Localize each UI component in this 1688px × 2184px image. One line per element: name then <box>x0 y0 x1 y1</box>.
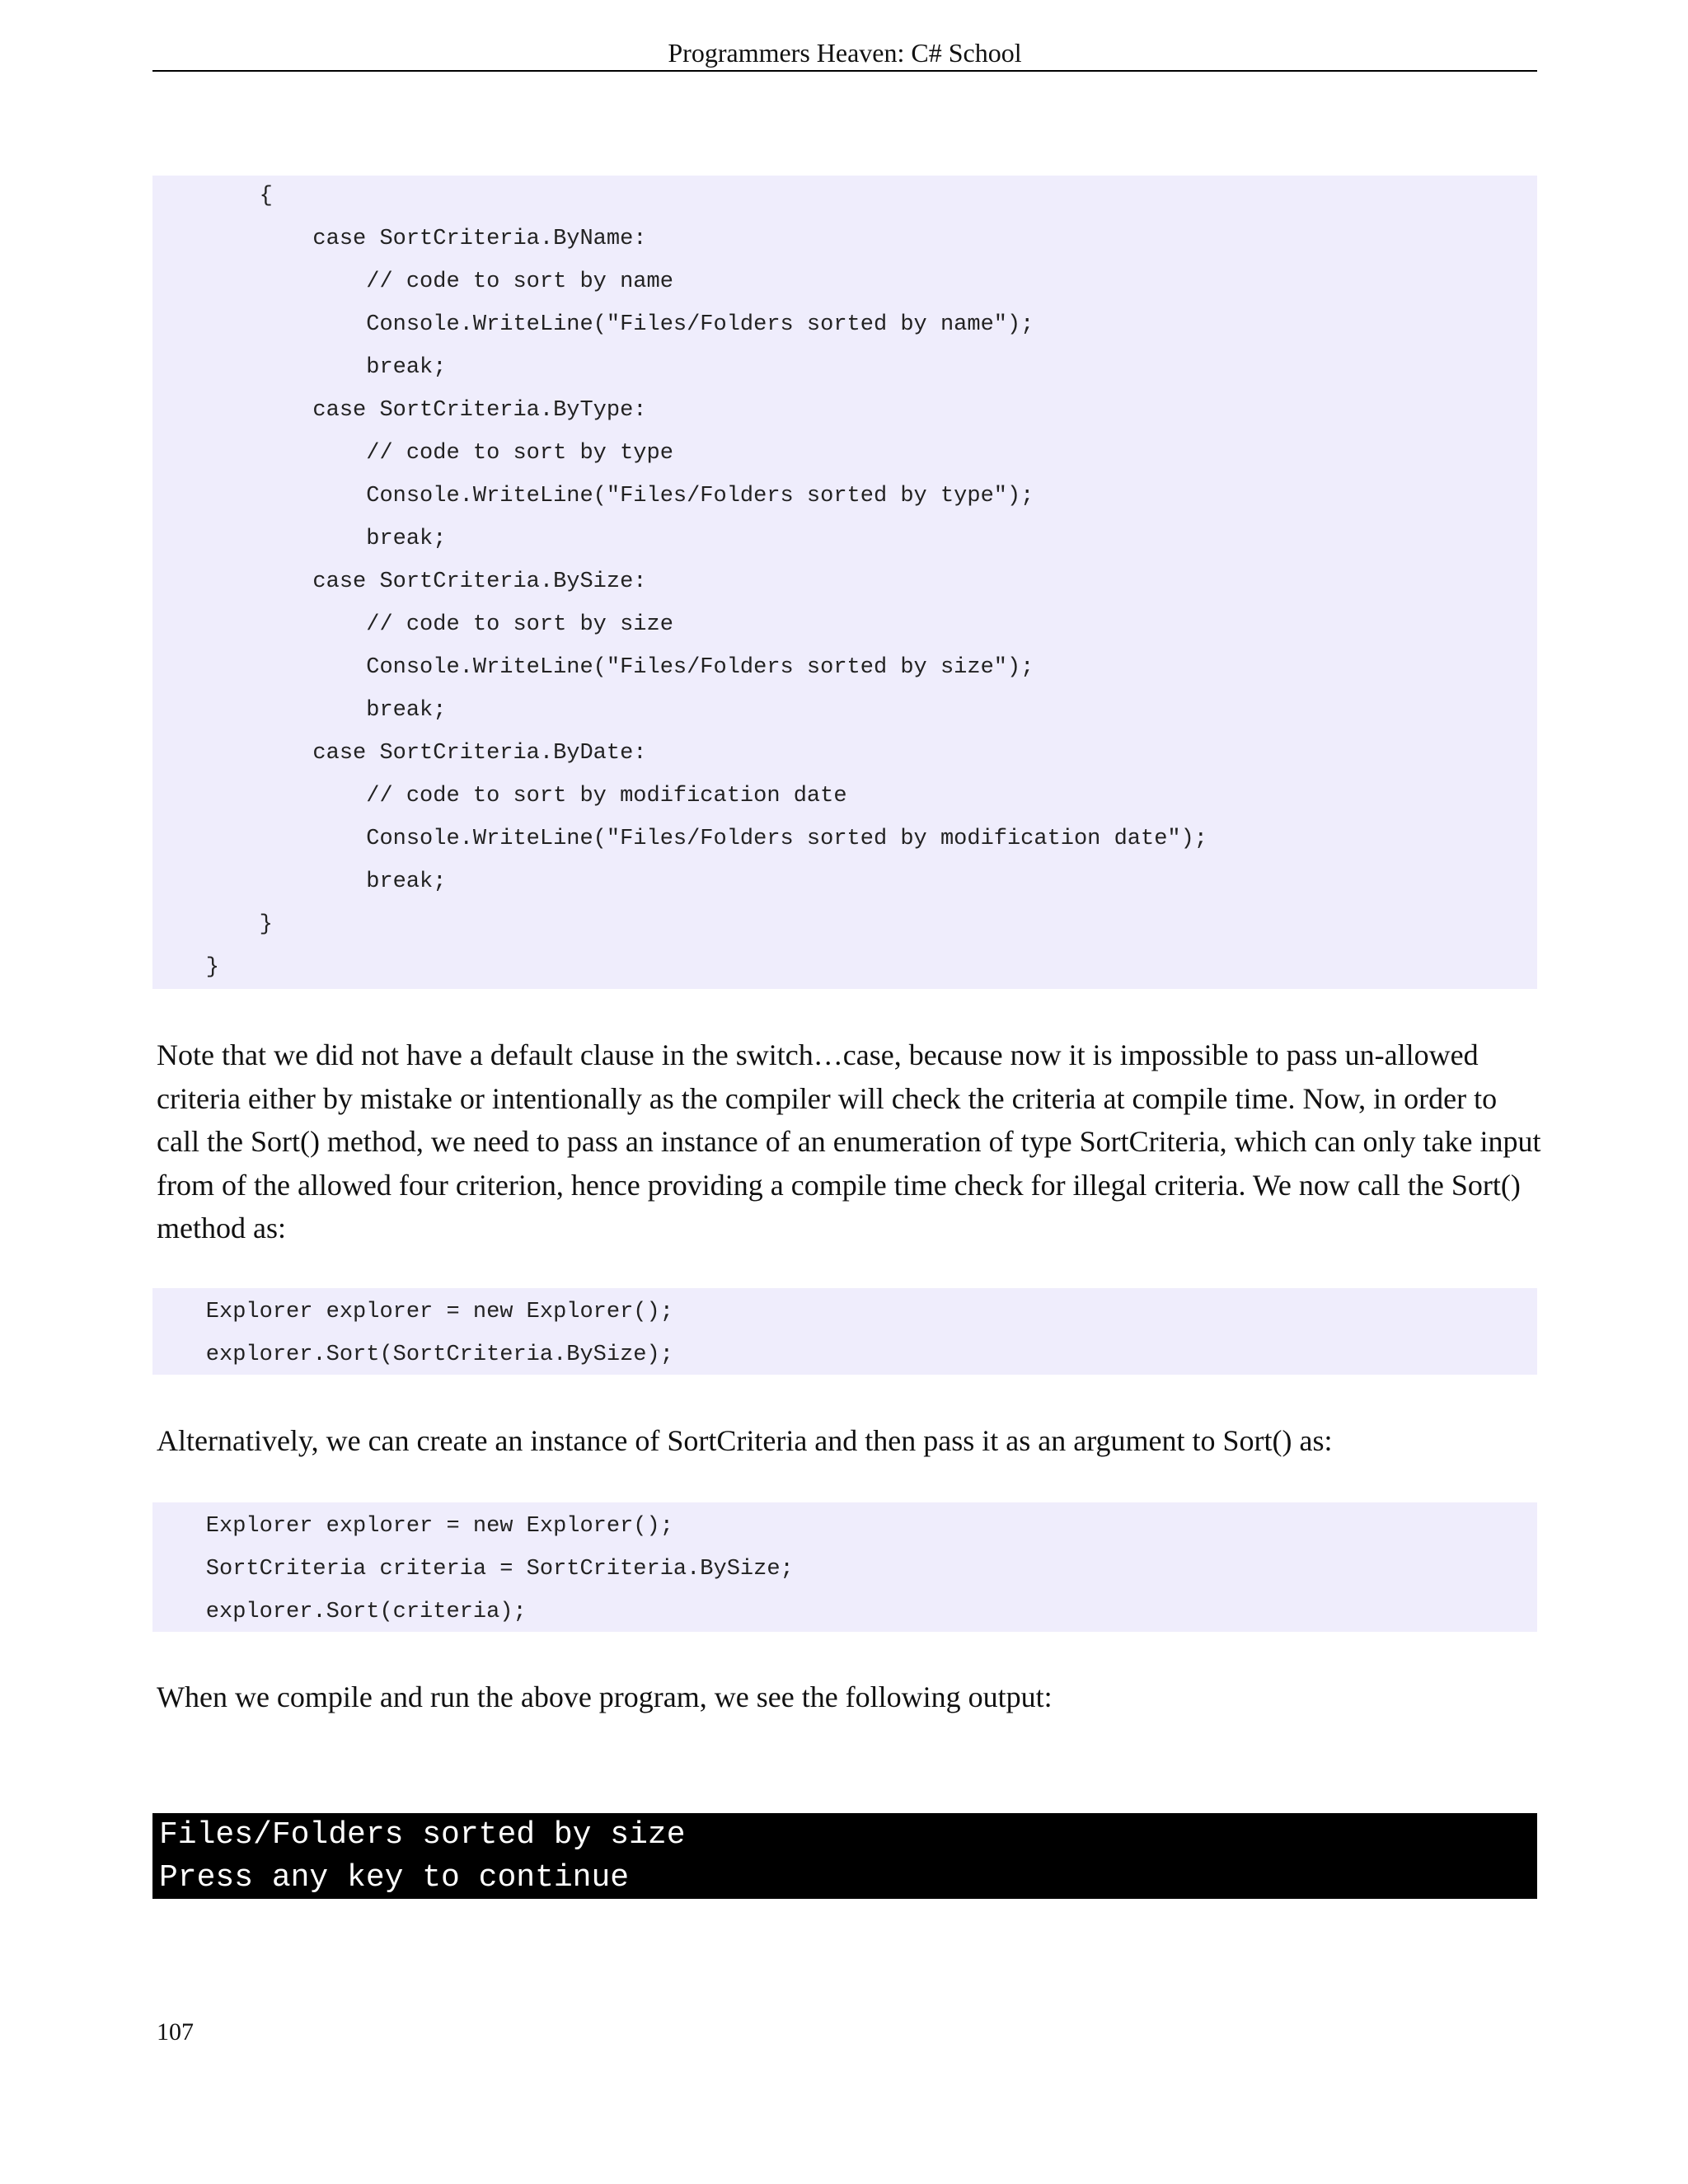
code-line: case SortCriteria.BySize: <box>152 569 647 594</box>
console-line: Files/Folders sorted by size <box>159 1817 686 1853</box>
code-line: // code to sort by size <box>152 612 673 637</box>
code-line: Explorer explorer = new Explorer(); <box>152 1514 673 1539</box>
code-block-criteria-instance <box>152 1502 1537 1632</box>
code-block-switch <box>152 176 1537 989</box>
code-line: Console.WriteLine("Files/Folders sorted by name"); <box>152 312 1034 337</box>
console-line: Press any key to continue <box>159 1860 630 1896</box>
code-line: } <box>152 912 273 937</box>
code-line: break; <box>152 527 447 551</box>
code-line: // code to sort by type <box>152 441 673 466</box>
console-output <box>152 1813 1537 1899</box>
code-line: case SortCriteria.ByType: <box>152 398 647 423</box>
code-line: case SortCriteria.ByName: <box>152 227 647 251</box>
paragraph-alternative: Alternatively, we can create an instance of SortCriteria and then pass it as an argument to Sort() as: <box>157 1424 1333 1457</box>
header-divider <box>152 70 1537 72</box>
code-line: break; <box>152 869 447 894</box>
code-line: break; <box>152 698 447 723</box>
code-line: explorer.Sort(SortCriteria.BySize); <box>152 1343 673 1367</box>
code-line: Explorer explorer = new Explorer(); <box>152 1300 673 1324</box>
paragraph-note: Note that we did not have a default clause in the switch…case, because now it is impossible to pass un-allowed criteria either by mistake or intentionally as the compiler will check the criteria at compile time. Now, in order to call the Sort() method, we need to pass an instance of an enumeration of type SortCriteria, which can only take input from of the allowed four criterion, hence providing a compile time check for illegal criteria. We now call the Sort() method as: <box>157 1038 1541 1244</box>
page-header-title: Programmers Heaven: C# School <box>668 38 1022 68</box>
code-line: Console.WriteLine("Files/Folders sorted by type"); <box>152 484 1034 509</box>
code-line: break; <box>152 355 447 380</box>
code-block-sort-call <box>152 1288 1537 1375</box>
code-line: SortCriteria criteria = SortCriteria.BySize; <box>152 1557 794 1582</box>
code-line: { <box>152 184 273 209</box>
code-line: Console.WriteLine("Files/Folders sorted by size"); <box>152 655 1034 680</box>
page-number: 107 <box>157 2018 194 2046</box>
code-line: // code to sort by modification date <box>152 784 847 808</box>
code-line: } <box>152 955 220 980</box>
paragraph-output-intro: When we compile and run the above program, we see the following output: <box>157 1680 1053 1713</box>
code-line: explorer.Sort(criteria); <box>152 1600 527 1624</box>
code-line: // code to sort by name <box>152 269 673 294</box>
code-line: case SortCriteria.ByDate: <box>152 741 647 766</box>
code-line: Console.WriteLine("Files/Folders sorted by modification date"); <box>152 827 1208 851</box>
